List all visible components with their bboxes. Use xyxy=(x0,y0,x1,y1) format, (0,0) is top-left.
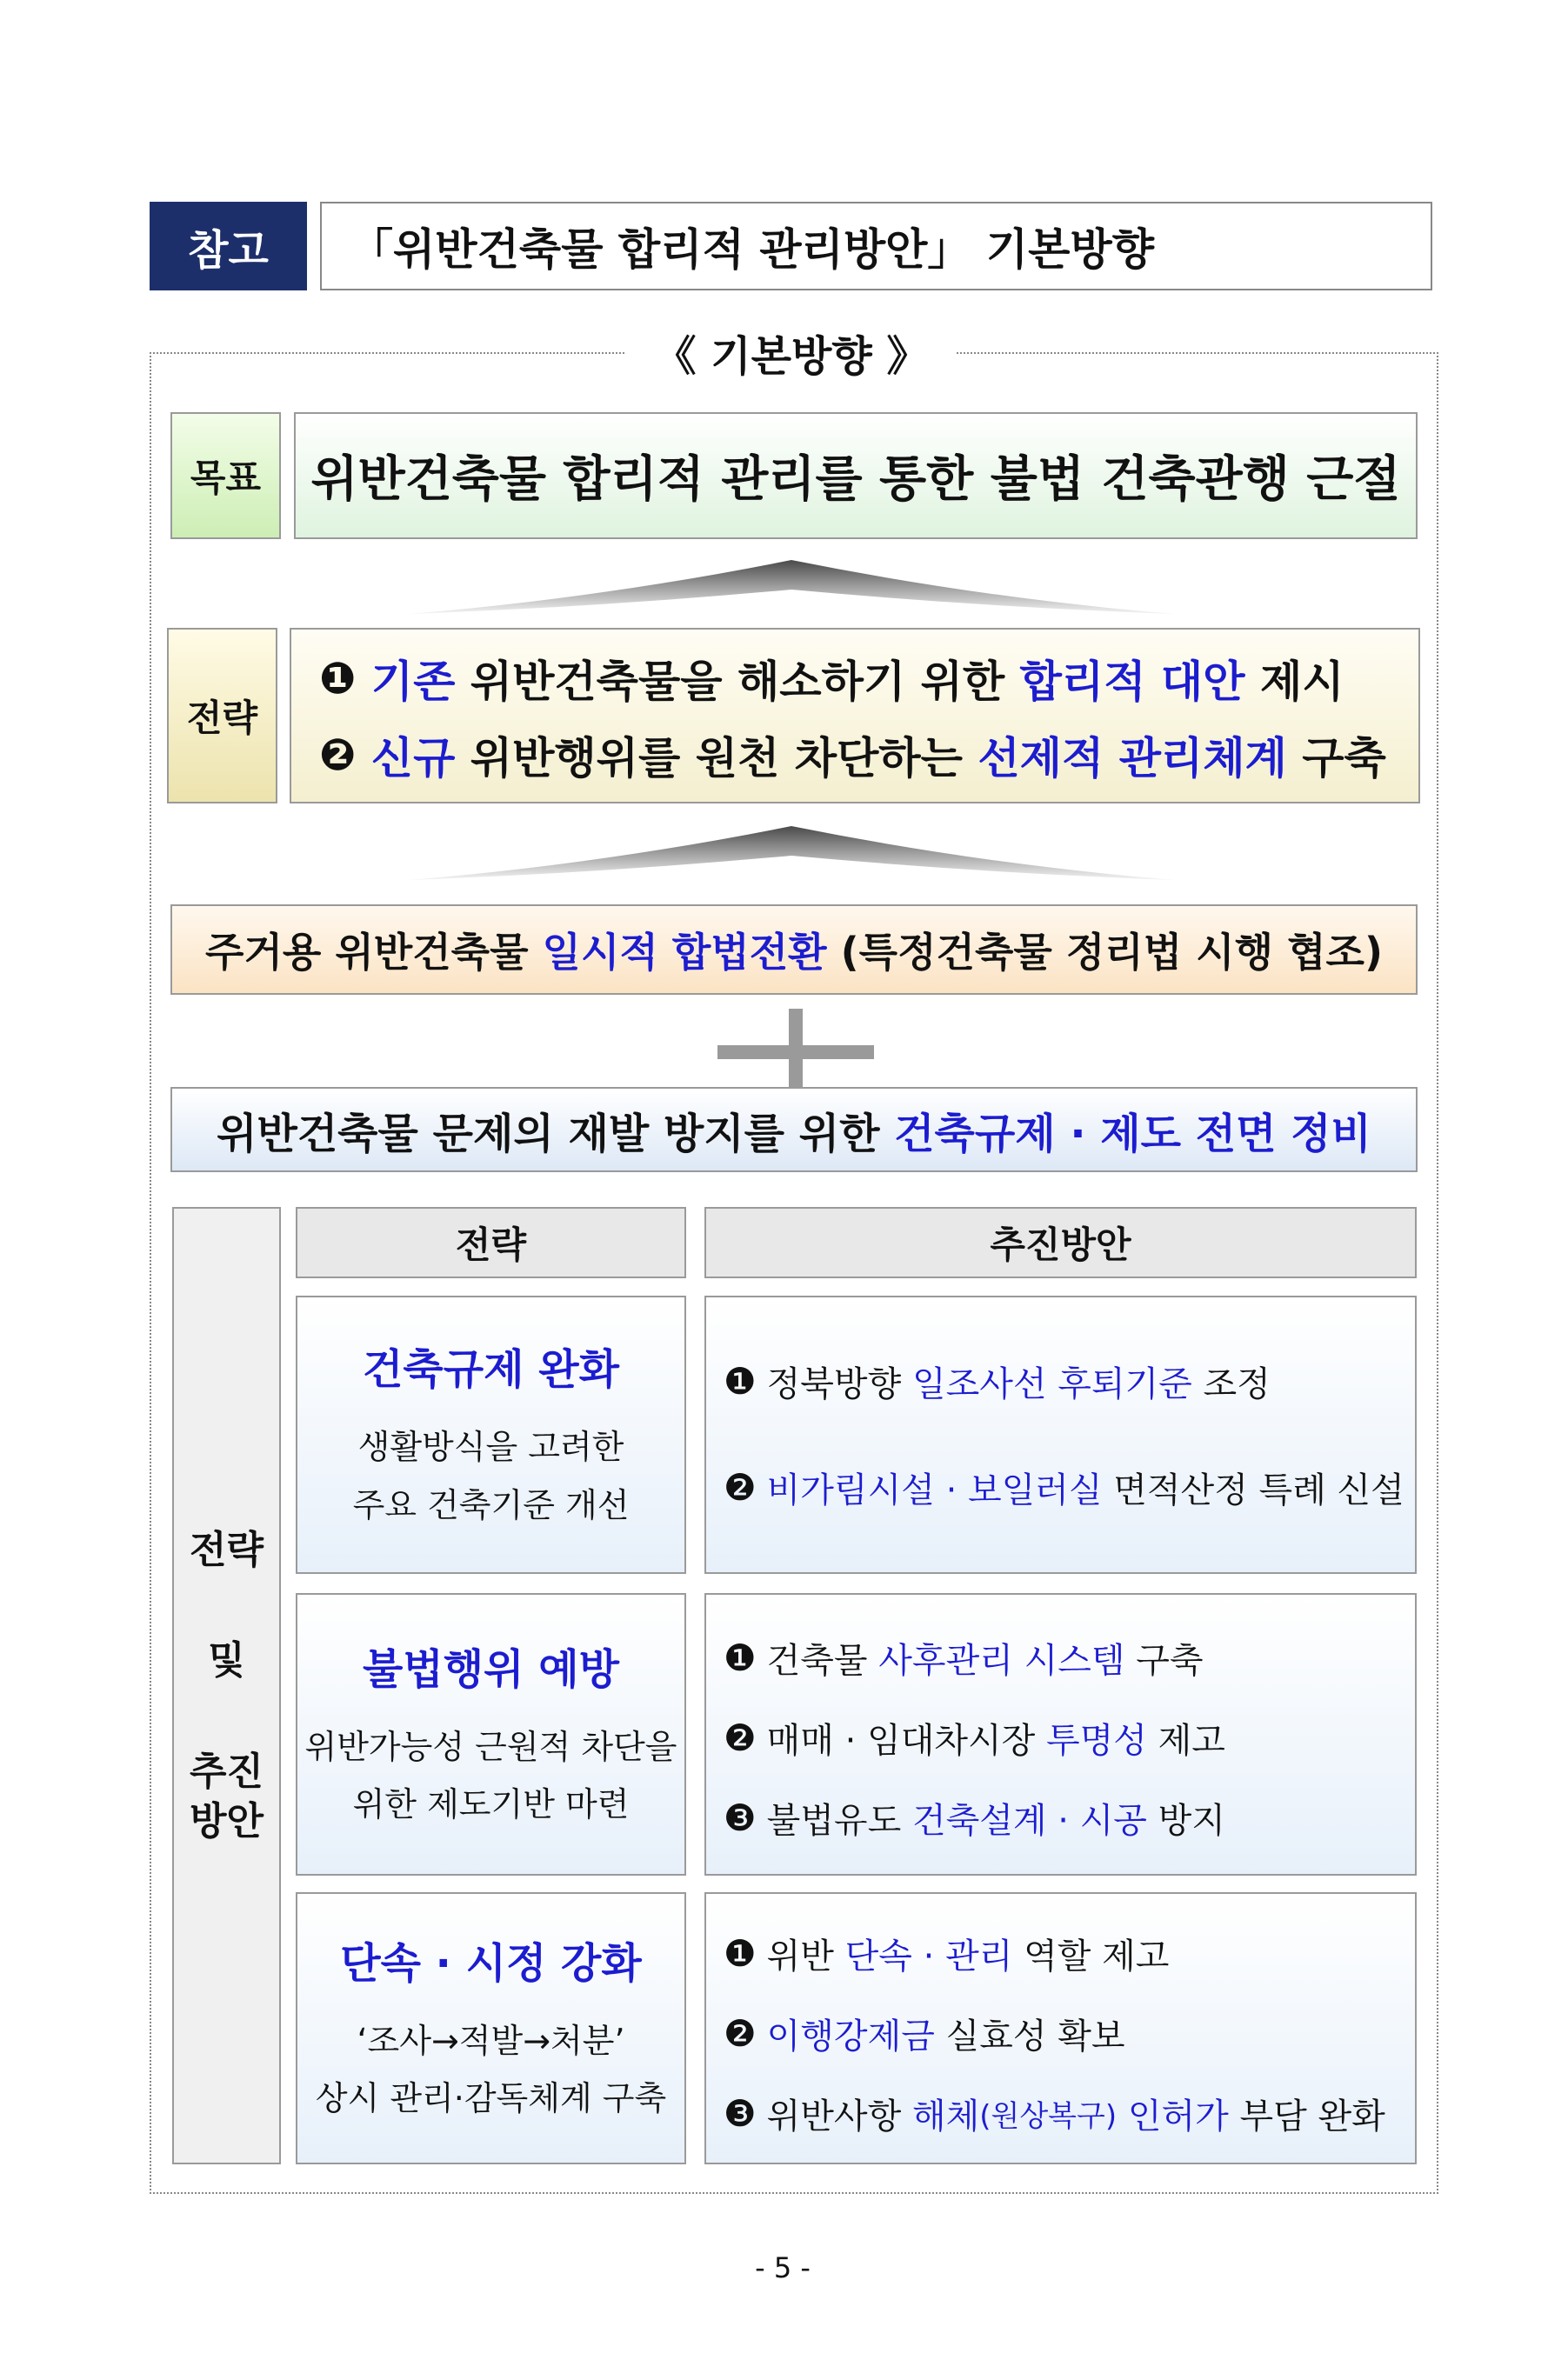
plan-item-end: 구축 xyxy=(1124,1641,1204,1681)
plan-item xyxy=(724,1793,1225,1843)
strategy-2-sub-1: 위반가능성 근원적 차단을 xyxy=(304,1727,677,1766)
strategy-2-text: 위반행위를 원천 차단하는 xyxy=(455,733,978,783)
strategy-3-sub-1: ‘조사→적발→처분’ xyxy=(357,2021,625,2060)
legal-highlight: 일시적 합법전환 xyxy=(542,929,827,976)
plan-item xyxy=(724,1633,1204,1683)
side-label-line-1: 전략 xyxy=(189,1528,264,1573)
plan-cell-2 xyxy=(704,1593,1417,1876)
plan-item-text: 위반 xyxy=(766,1937,845,1977)
reference-badge: 참고 xyxy=(150,202,307,290)
plan-item-highlight-small: (원상복구) xyxy=(979,2099,1118,2134)
plus-icon xyxy=(717,1009,874,1096)
side-label-line-2: 및 xyxy=(208,1638,245,1683)
strategy-1-sub-2: 주요 건축기준 개선 xyxy=(352,1485,630,1524)
strategy-1-end: 제시 xyxy=(1244,657,1344,707)
plan-item xyxy=(724,1463,1405,1512)
up-chevron-arrow xyxy=(409,555,1174,616)
plan-item-text: 불법유도 xyxy=(766,1801,912,1841)
header-strategy: 전략 xyxy=(296,1207,686,1278)
number-3-icon: ❸ xyxy=(724,1797,757,1839)
regulation-bar xyxy=(170,1087,1418,1172)
plan-item xyxy=(724,1357,1271,1406)
strategy-cell-2 xyxy=(296,1593,686,1876)
strategy-1-title: 건축규제 완화 xyxy=(363,1345,619,1394)
plan-cell-1 xyxy=(704,1296,1417,1574)
plan-item-end: 조정 xyxy=(1191,1364,1271,1404)
strategy-1-highlight: 합리적 대안 xyxy=(1019,657,1245,707)
strategy-box xyxy=(290,628,1420,803)
plan-item-highlight: 일조사선 후퇴기준 xyxy=(911,1364,1192,1404)
plan-item-end: 방지 xyxy=(1146,1801,1225,1841)
plan-item-text: 매매 · 임대차시장 xyxy=(766,1721,1046,1761)
number-1-icon: ❶ xyxy=(724,1360,757,1403)
strategy-2-highlight: 선제적 관리체계 xyxy=(977,733,1287,783)
strategy-cell-1 xyxy=(296,1296,686,1574)
plan-item-end: 제고 xyxy=(1146,1721,1225,1761)
plan-item-highlight: 이행강제금 xyxy=(766,2017,935,2057)
strategy-cell-3 xyxy=(296,1892,686,2164)
strategy-line-1 xyxy=(319,640,1418,717)
up-chevron-arrow xyxy=(409,821,1174,882)
goal-label: 목표 xyxy=(170,412,281,539)
plan-item-text: 위반사항 xyxy=(766,2097,912,2137)
plan-item xyxy=(724,2089,1385,2138)
strategy-label: 전략 xyxy=(167,628,277,803)
legal-text-c: (특정건축물 정리법 시행 협조) xyxy=(826,929,1383,976)
strategy-2-end: 구축 xyxy=(1286,733,1386,783)
number-2-icon: ❷ xyxy=(319,730,357,780)
number-1-icon: ❶ xyxy=(724,1637,757,1679)
strategy-line-2 xyxy=(319,717,1418,793)
header-plan: 추진방안 xyxy=(704,1207,1417,1278)
strategy-1-text: 위반건축물을 해소하기 위한 xyxy=(455,657,1020,707)
strategy-2-sub-2: 위한 제도기반 마련 xyxy=(352,1785,630,1823)
plan-item xyxy=(724,2009,1125,2058)
plan-item-end: 부담 완화 xyxy=(1228,2097,1385,2137)
plan-item-text: 정북방향 xyxy=(766,1364,912,1404)
legalization-bar xyxy=(170,904,1418,995)
strategy-1-sub-1: 생활방식을 고려한 xyxy=(357,1428,624,1466)
plan-item-end: 역할 제고 xyxy=(1012,1937,1170,1977)
side-label-line-4: 방안 xyxy=(189,1798,264,1843)
number-2-icon: ❷ xyxy=(724,1466,757,1509)
plan-item-end: 실효성 확보 xyxy=(934,2017,1125,2057)
plan-item-end: 면적산정 특례 신설 xyxy=(1102,1470,1405,1510)
plan-item-text: 건축물 xyxy=(766,1641,879,1681)
strategy-and-plan-label xyxy=(172,1207,281,2164)
strategy-1-keyword: 기존 xyxy=(370,657,456,707)
goal-text: 위반건축물 합리적 관리를 통한 불법 건축관행 근절 xyxy=(294,412,1418,539)
strategy-2-title: 불법행위 예방 xyxy=(363,1644,619,1694)
strategy-2-keyword: 신규 xyxy=(370,733,456,783)
plan-item-highlight: 단속 · 관리 xyxy=(844,1937,1013,1977)
legal-text-a: 주거용 위반건축물 xyxy=(205,929,543,976)
number-1-icon: ❶ xyxy=(319,653,357,703)
frame-title: 《 기본방향 》 xyxy=(626,322,957,383)
plan-item xyxy=(724,1929,1169,1978)
strategy-3-title: 단속 · 시정 강화 xyxy=(340,1938,642,1988)
plan-item-highlight: 투명성 xyxy=(1046,1721,1147,1761)
reg-text-a: 위반건축물 문제의 재발 방지를 위한 xyxy=(217,1109,895,1158)
plan-item-highlight: 해체 xyxy=(911,2097,980,2137)
page-number: - 5 - xyxy=(755,2251,811,2284)
reg-highlight: 건축규제 · 제도 전면 정비 xyxy=(894,1109,1371,1158)
number-2-icon: ❷ xyxy=(724,1717,757,1759)
plan-item-highlight: 건축설계 · 시공 xyxy=(911,1801,1147,1841)
plan-item-highlight-2: 인허가 xyxy=(1117,2097,1229,2137)
plan-item-highlight: 사후관리 시스템 xyxy=(878,1641,1125,1681)
number-2-icon: ❷ xyxy=(724,2012,757,2055)
plan-item-highlight: 비가림시설 · 보일러실 xyxy=(766,1470,1103,1510)
plan-cell-3 xyxy=(704,1892,1417,2164)
plan-item xyxy=(724,1713,1225,1763)
number-3-icon: ❸ xyxy=(724,2092,757,2135)
side-label-line-3: 추진 xyxy=(189,1749,264,1794)
number-1-icon: ❶ xyxy=(724,1932,757,1975)
document-title: 「위반건축물 합리적 관리방안」 기본방향 xyxy=(320,202,1432,290)
strategy-3-sub-2: 상시 관리·감독체계 구축 xyxy=(315,2079,667,2117)
